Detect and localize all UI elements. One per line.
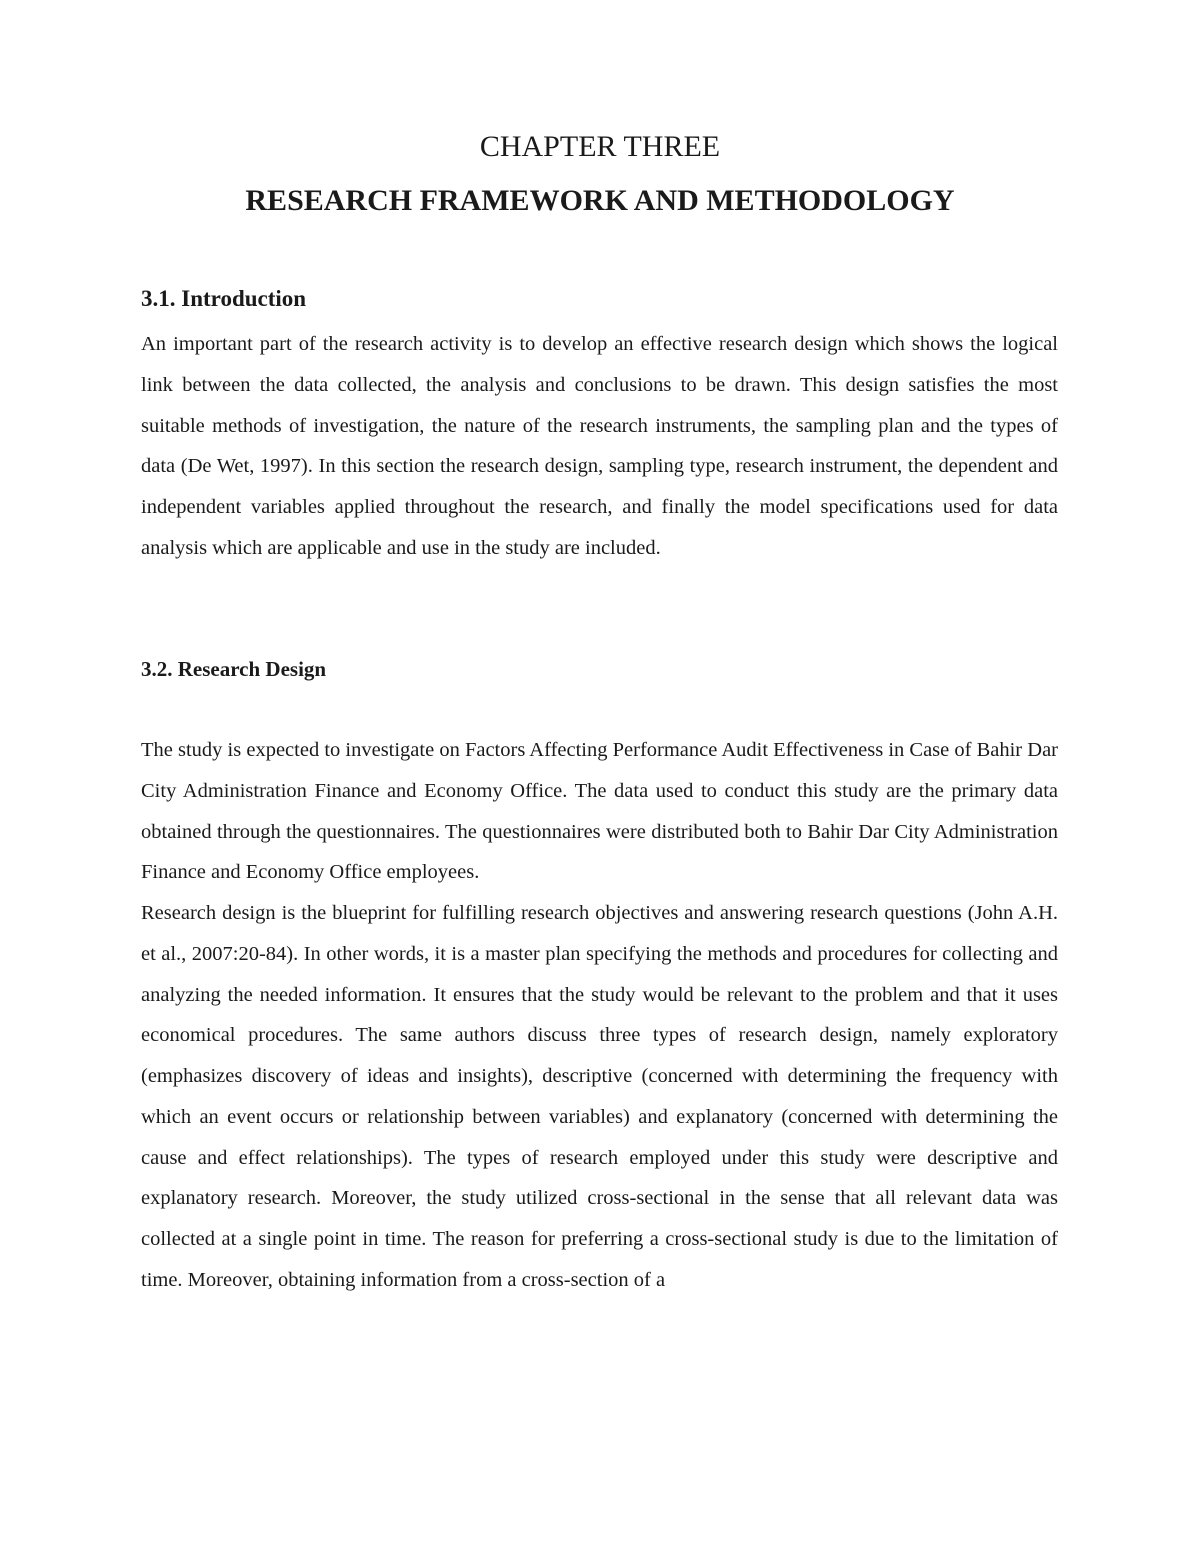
introduction-paragraph: An important part of the research activity is to develop an effective research design which shows the logical link between the data collected, the analysis and conclusions to be drawn. This design satisfies the most suitable methods of investigation, the nature of the research instruments, the sampling plan and the types of data (De Wet, 1997). In this section the research design, sampling type, research instrument, the dependent and independent variables applied throughout the research, and finally the model specifications used for data analysis which are applicable and use in the study are included. — [141, 333, 1058, 559]
research-design-paragraph-2: Research design is the blueprint for fulfilling research objectives and answering research questions (John A.H. et al., 2007:20-84). In other words, it is a master plan specifying the methods and procedures for collecting and analyzing the needed information. It ensures that the study would be relevant to the problem and that it uses economical procedures. The same authors discuss three types of research design, namely exploratory (emphasizes discovery of ideas and insights), descriptive (concerned with determining the frequency with which an event occurs or relationship between variables) and explanatory (concerned with determining the cause and effect relationships). The types of research employed under this study were descriptive and explanatory research. Moreover, the study utilized cross-sectional in the sense that all relevant data was collected at a single point in time. The reason for preferring a cross-sectional study is due to the limitation of time. Moreover, obtaining information from a cross-section of a — [141, 902, 1058, 1291]
chapter-subtitle: RESEARCH FRAMEWORK AND METHODOLOGY — [245, 184, 955, 217]
section-heading-research-design: 3.2. Research Design — [141, 657, 327, 681]
chapter-title: CHAPTER THREE — [479, 130, 721, 163]
research-design-paragraph-1: The study is expected to investigate on Factors Affecting Performance Audit Effectiveness in Case of Bahir Dar City Administration Finance and Economy Office. The data used to conduct this study are the primary data obtained through the questionnaires. The questionnaires were distributed both to Bahir Dar City Administration Finance and Economy Office employees. — [141, 739, 1058, 884]
section-heading-introduction: 3.1. Introduction — [141, 286, 307, 311]
